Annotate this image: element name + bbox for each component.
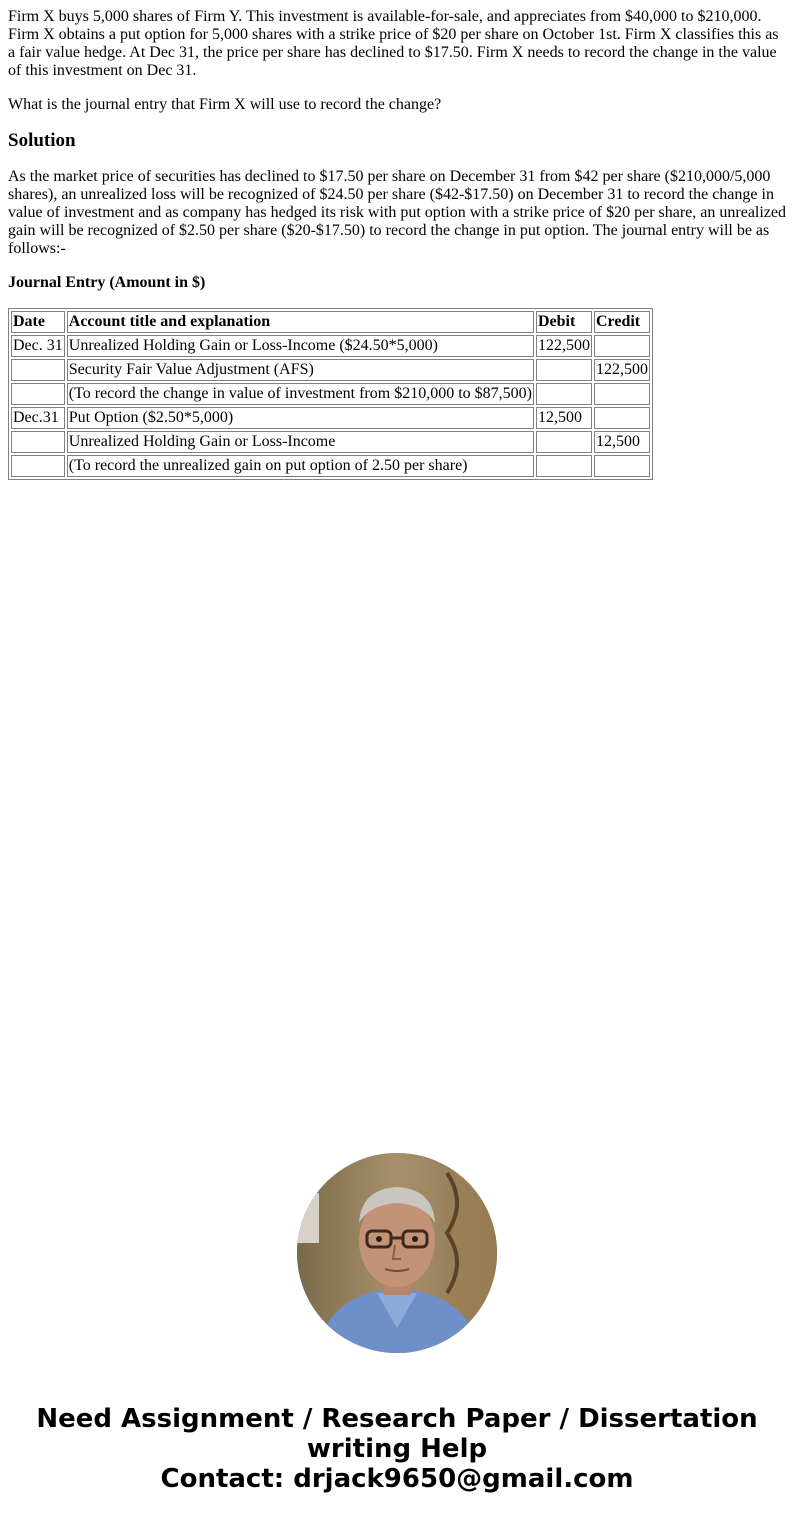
header-debit: Debit <box>536 311 592 333</box>
banner-line-2: writing Help <box>306 1434 488 1464</box>
cell-account: Unrealized Holding Gain or Loss-Income <box>67 431 534 453</box>
cell-account: Unrealized Holding Gain or Loss-Income ($24.50*5,000) <box>67 335 534 357</box>
cell-date <box>11 455 65 477</box>
banner-line-1: Need Assignment / Research Paper / Dissertation <box>36 1404 758 1434</box>
cell-date: Dec.31 <box>11 407 65 429</box>
table-row <box>11 359 650 381</box>
table-row <box>11 431 650 453</box>
cell-account: Security Fair Value Adjustment (AFS) <box>67 359 534 381</box>
cell-date: Dec. 31 <box>11 335 65 357</box>
solution-heading: Solution <box>8 130 76 151</box>
journal-entry-table <box>8 308 653 480</box>
table-row <box>11 335 650 357</box>
header-date: Date <box>11 311 65 333</box>
cell-debit <box>536 431 592 453</box>
cell-account: (To record the change in value of investment from $210,000 to $87,500) <box>67 383 534 405</box>
table-header-row <box>11 311 650 333</box>
question-paragraph: Firm X buys 5,000 shares of Firm Y. This investment is available-for-sale, and appreciates from $40,000 to $210,000. Firm X obtains a put option for 5,000 shares with a strike price of $20 per share on October 1st. Firm X classifies this as a fair value hedge. At Dec 31, the price per share has declined to $17.50. Firm X needs to record the change in the value of this investment on Dec 31. <box>8 8 779 79</box>
cell-credit <box>594 455 650 477</box>
solution-paragraph: As the market price of securities has declined to $17.50 per share on December 31 from $42 per share ($210,000/5,000 shares), an unrealized loss will be recognized of $24.50 per share ($42-$17.50) on December 31 to record the change in value of investment and as company has hedged its risk with put option with a strike price of $20 per share, an unrealized gain will be recognized of $2.50 per share ($20-$17.50) to record the change in put option. The journal entry will be as follows:- <box>8 168 787 257</box>
tutor-avatar <box>297 1153 497 1353</box>
cell-credit <box>594 383 650 405</box>
journal-entry-title: Journal Entry (Amount in $) <box>8 274 206 291</box>
document-content <box>8 8 788 480</box>
cell-debit: 12,500 <box>536 407 592 429</box>
cell-debit: 122,500 <box>536 335 592 357</box>
table-row <box>11 455 650 477</box>
cell-credit <box>594 407 650 429</box>
cell-debit <box>536 383 592 405</box>
cell-debit <box>536 359 592 381</box>
question-prompt: What is the journal entry that Firm X will use to record the change? <box>8 96 442 113</box>
table-row <box>11 383 650 405</box>
cell-debit <box>536 455 592 477</box>
table-row <box>11 407 650 429</box>
cell-credit: 122,500 <box>594 359 650 381</box>
cell-date <box>11 383 65 405</box>
cell-credit: 12,500 <box>594 431 650 453</box>
banner-contact-email[interactable]: Contact: drjack9650@gmail.com <box>160 1464 634 1494</box>
cell-date <box>11 359 65 381</box>
cell-date <box>11 431 65 453</box>
cell-account: (To record the unrealized gain on put option of 2.50 per share) <box>67 455 534 477</box>
contact-banner <box>0 1404 794 1494</box>
tutor-portrait-image <box>297 1153 497 1353</box>
header-credit: Credit <box>594 311 650 333</box>
cell-credit <box>594 335 650 357</box>
cell-account: Put Option ($2.50*5,000) <box>67 407 534 429</box>
header-account: Account title and explanation <box>67 311 534 333</box>
